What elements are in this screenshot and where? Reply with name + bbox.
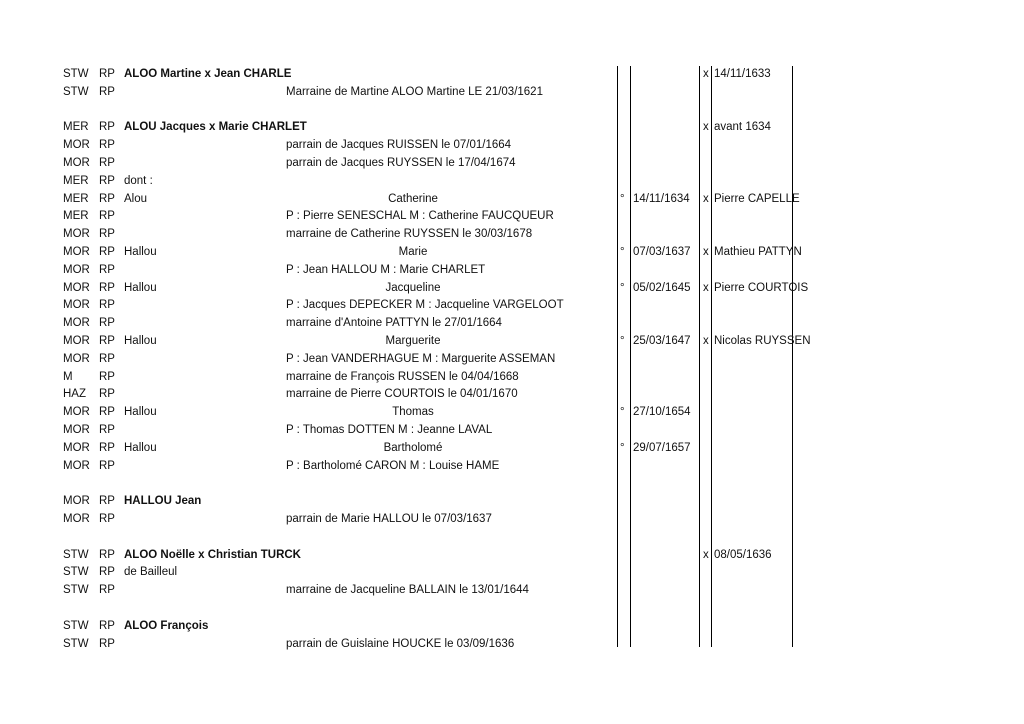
record-name: Hallou [124,335,157,347]
record-row [0,529,1024,547]
marriage-mark: x [703,335,709,347]
record-row [0,280,1024,298]
record-rp: RP [99,210,115,223]
record-description: P : Jacques DEPECKER M : Jacqueline VARGELOOT [286,299,564,312]
record-code: STW [63,584,89,597]
record-rp: RP [99,513,115,525]
record-code: MER [63,174,89,187]
record-rp: RP [99,424,115,436]
birth-mark: ° [620,441,625,454]
birth-mark: ° [620,281,625,294]
record-row [0,66,1024,84]
record-name: Hallou [124,441,157,454]
marriage-info: 08/05/1636 [714,548,772,561]
birth-mark: ° [620,406,625,419]
record-code: MOR [63,157,90,169]
record-row [0,564,1024,582]
record-code: MOR [63,299,90,312]
record-code: MOR [63,139,90,152]
record-code: STW [63,619,89,632]
record-row [0,191,1024,209]
record-code: MER [63,121,89,134]
record-description: P : Jean VANDERHAGUE M : Marguerite ASSEMAN [286,352,556,365]
record-code: STW [63,68,89,80]
record-row [0,119,1024,137]
record-name: ALOO Martine x Jean CHARLE [124,68,292,80]
birth-date: 07/03/1637 [633,246,691,258]
record-rp: RP [99,406,115,419]
record-rp: RP [99,495,115,508]
marriage-mark: x [703,192,709,205]
marriage-mark: x [703,281,709,294]
record-description: parrain de Jacques RUISSEN le 07/01/1664 [286,139,512,152]
birth-mark: ° [620,246,625,258]
record-rp: RP [99,228,115,241]
birth-date: 14/11/1634 [633,192,690,205]
record-rp: RP [99,157,115,169]
record-code: MOR [63,406,90,419]
record-rp: RP [99,370,115,383]
record-first-name: Thomas [392,406,434,419]
record-first-name: Bartholomé [383,441,443,454]
record-row [0,137,1024,155]
record-rp: RP [99,281,115,294]
record-rp: RP [99,441,115,454]
record-rp: RP [99,263,115,276]
record-name: Alou [124,192,148,205]
record-name: dont : [124,174,153,187]
record-rp: RP [99,548,115,561]
record-code: MOR [63,441,90,454]
record-code: MOR [63,352,90,365]
marriage-mark: x [703,246,709,258]
record-rp: RP [99,246,115,258]
record-description: P : Pierre SENESCHAL M : Catherine FAUCQUEUR [286,210,554,223]
record-code: HAZ [63,388,86,401]
record-code: MOR [63,335,90,347]
birth-date: 29/07/1657 [633,441,691,454]
record-name: Hallou [124,406,157,419]
record-rp: RP [99,299,115,312]
record-description: marraine de Jacqueline BALLAIN le 13/01/1644 [286,584,529,597]
birth-date: 25/03/1647 [633,335,691,347]
record-row [0,262,1024,280]
birth-mark: ° [620,335,625,347]
record-row [0,404,1024,422]
record-rp: RP [99,68,115,80]
record-code: MOR [63,281,90,294]
marriage-mark: x [703,121,709,134]
record-code: STW [63,548,89,561]
record-code: MOR [63,317,90,330]
record-rp: RP [99,121,115,134]
birth-date: 05/02/1645 [633,281,691,294]
record-row [0,351,1024,369]
record-code: MER [63,192,89,205]
record-rp: RP [99,352,115,365]
record-code: MOR [63,459,90,472]
marriage-info: avant 1634 [714,121,771,134]
record-row [0,333,1024,351]
record-description: marraine de Pierre COURTOIS le 04/01/1670 [286,388,518,401]
record-row [0,600,1024,618]
marriage-info: Pierre COURTOIS [714,281,809,294]
record-code: STW [63,85,89,98]
record-name: Hallou [124,246,157,258]
record-rp: RP [99,335,115,347]
record-first-name: Jacqueline [385,281,441,294]
record-rp: RP [99,637,115,650]
record-description: parrain de Marie HALLOU le 07/03/1637 [286,513,492,525]
record-name: Hallou [124,281,157,294]
record-row [0,102,1024,120]
record-name: de Bailleul [124,566,178,579]
record-first-name: Catherine [388,192,438,205]
marriage-info: Mathieu PATTYN [714,246,802,258]
record-description: P : Jean HALLOU M : Marie CHARLET [286,263,486,276]
record-rp: RP [99,459,115,472]
record-description: parrain de Jacques RUYSSEN le 17/04/1674 [286,157,516,169]
record-row [0,440,1024,458]
record-row [0,297,1024,315]
record-row [0,226,1024,244]
record-row [0,155,1024,173]
record-rp: RP [99,317,115,330]
record-description: Marraine de Martine ALOO Martine LE 21/03/1621 [286,85,543,98]
record-description: marraine de François RUSSEN le 04/04/1668 [286,370,519,383]
record-description: marraine de Catherine RUYSSEN le 30/03/1678 [286,228,533,241]
record-row [0,386,1024,404]
record-rp: RP [99,174,115,187]
record-row [0,208,1024,226]
record-code: MOR [63,513,90,525]
record-name: HALLOU Jean [124,495,202,508]
record-description: marraine d'Antoine PATTYN le 27/01/1664 [286,317,502,330]
record-name: ALOO François [124,619,209,632]
marriage-info: 14/11/1633 [714,68,771,80]
record-row [0,84,1024,102]
record-rp: RP [99,619,115,632]
record-row [0,173,1024,191]
record-code: M [63,370,73,383]
record-code: MOR [63,424,90,436]
record-code: STW [63,637,89,650]
record-row [0,582,1024,600]
record-first-name: Marguerite [385,335,441,347]
record-rp: RP [99,388,115,401]
record-row [0,618,1024,636]
record-name: ALOO Noëlle x Christian TURCK [124,548,301,561]
record-row [0,369,1024,387]
record-rp: RP [99,566,115,579]
record-rp: RP [99,139,115,152]
birth-date: 27/10/1654 [633,406,691,419]
marriage-info: Pierre CAPELLE [714,192,800,205]
record-row [0,493,1024,511]
marriage-mark: x [703,548,709,561]
record-description: P : Thomas DOTTEN M : Jeanne LAVAL [286,424,493,436]
record-row [0,636,1024,654]
birth-mark: ° [620,192,625,205]
record-row [0,511,1024,529]
record-code: MOR [63,263,90,276]
record-rp: RP [99,584,115,597]
marriage-mark: x [703,68,709,80]
record-description: parrain de Guislaine HOUCKE le 03/09/1636 [286,637,515,650]
record-row [0,315,1024,333]
record-row [0,244,1024,262]
record-code: STW [63,566,89,579]
record-code: MOR [63,246,90,258]
record-row [0,458,1024,476]
record-name: ALOU Jacques x Marie CHARLET [124,121,307,134]
record-row [0,475,1024,493]
record-rp: RP [99,85,115,98]
record-row [0,422,1024,440]
record-description: P : Bartholomé CARON M : Louise HAME [286,459,500,472]
record-code: MOR [63,228,90,241]
record-first-name: Marie [398,246,428,258]
record-row [0,547,1024,565]
marriage-info: Nicolas RUYSSEN [714,335,811,347]
record-code: MOR [63,495,90,508]
record-code: MER [63,210,89,223]
record-rp: RP [99,192,115,205]
